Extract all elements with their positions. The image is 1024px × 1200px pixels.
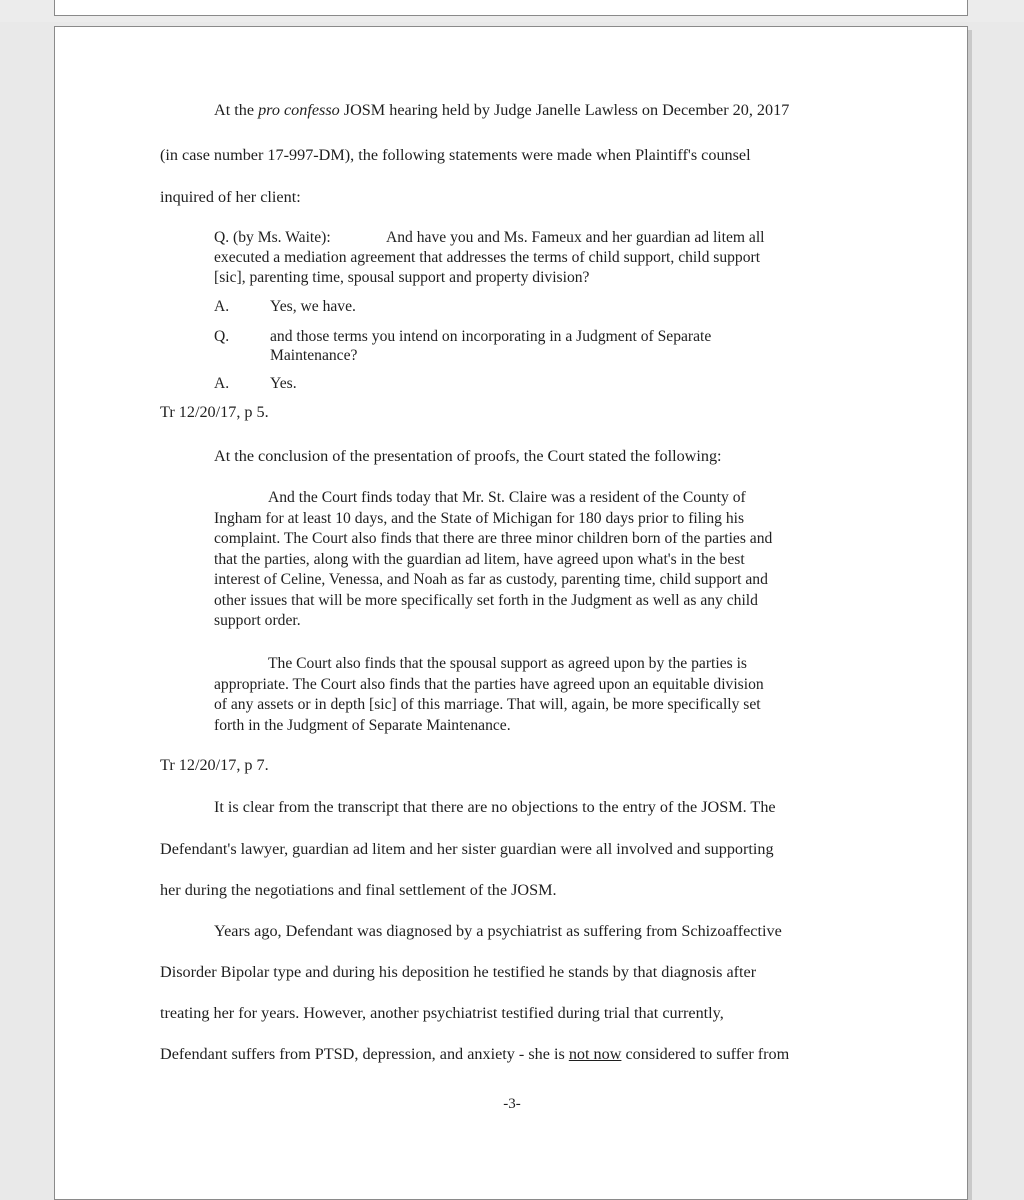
qa-text-3-line2: Maintenance?	[270, 347, 358, 364]
quote2-line3: of any assets or in depth [sic] of this marriage. That will, again, be more specifically set	[214, 696, 761, 713]
quote2-line2: appropriate. The Court also finds that the parties have agreed upon an equitable division	[214, 675, 764, 693]
qa-text-2: Yes, we have.	[270, 298, 356, 315]
qa-label-1: Q. (by Ms. Waite):	[214, 229, 331, 246]
quote1-line3: complaint. The Court also finds that there are three minor children born of the parties and	[214, 530, 773, 547]
citation-2: Tr 12/20/17, p 7.	[160, 756, 269, 774]
para1-line2: (in case number 17-997-DM), the following statements were made when Plaintiff's counsel	[160, 146, 751, 164]
qa-text-1-line3: [sic], parenting time, spousal support and property division?	[214, 269, 590, 286]
not-now-underlined: not now	[568, 1045, 622, 1063]
body-line6: treating her for years. However, another psychiatrist testified during trial that currently,	[160, 1004, 724, 1022]
qa-text-4: Yes.	[270, 375, 297, 392]
quote1-line1: And the Court finds today that Mr. St. Claire was a resident of the County of	[268, 489, 746, 506]
qa-text-3-line1: and those terms you intend on incorporating in a Judgment of Separate	[270, 328, 712, 345]
court-quote-2	[214, 654, 866, 736]
conclusion-intro: At the conclusion of the presentation of proofs, the Court stated the following:	[214, 447, 722, 465]
qa-text-1-line1: And have you and Ms. Fameux and her guardian ad litem all	[386, 229, 765, 246]
page-number: -3-	[503, 1096, 521, 1112]
quote2-line1: The Court also finds that the spousal support as agreed upon by the parties is	[268, 655, 747, 672]
para1-line1: At the pro confesso JOSM hearing held by Judge Janelle Lawless on December 20, 2017	[214, 101, 790, 119]
quote1-line4: that the parties, along with the guardian ad litem, have agreed upon what's in the best	[214, 550, 745, 568]
quote1-line6: other issues that will be more specifically set forth in the Judgment as well as any child	[214, 591, 758, 609]
qa-label-3: Q.	[214, 328, 230, 345]
quote1-line2: Ingham for at least 10 days, and the State of Michigan for 180 days prior to filing his	[214, 509, 745, 527]
court-quote-1	[214, 488, 866, 632]
citation-1: Tr 12/20/17, p 5.	[160, 403, 269, 421]
qa-label-2: A.	[214, 298, 230, 315]
body-line7: Defendant suffers from PTSD, depression, and anxiety - she is not now considered to suffer from	[160, 1045, 790, 1063]
body-line1: It is clear from the transcript that there are no objections to the entry of the JOSM. The	[214, 798, 776, 816]
para1-line3: inquired of her client:	[160, 188, 301, 206]
body-line3: her during the negotiations and final settlement of the JOSM.	[160, 881, 557, 899]
quote2-line4: forth in the Judgment of Separate Maintenance.	[214, 716, 511, 734]
page-shadow	[968, 30, 972, 1200]
qa-label-4: A.	[214, 375, 230, 392]
body-line2: Defendant's lawyer, guardian ad litem and her sister guardian were all involved and supporting	[160, 840, 774, 858]
body-line4: Years ago, Defendant was diagnosed by a psychiatrist as suffering from Schizoaffective	[214, 922, 782, 940]
pro-confesso-italic: pro confesso	[258, 101, 340, 119]
qa-text-1-line2: executed a mediation agreement that addresses the terms of child support, child support	[214, 249, 761, 266]
quote1-line7: support order.	[214, 612, 301, 629]
quote1-line5: interest of Celine, Venessa, and Noah as far as custody, parenting time, child support and	[214, 571, 768, 588]
body-line5: Disorder Bipolar type and during his deposition he testified he stands by that diagnosis after	[160, 963, 757, 981]
previous-page-edge	[54, 0, 968, 16]
